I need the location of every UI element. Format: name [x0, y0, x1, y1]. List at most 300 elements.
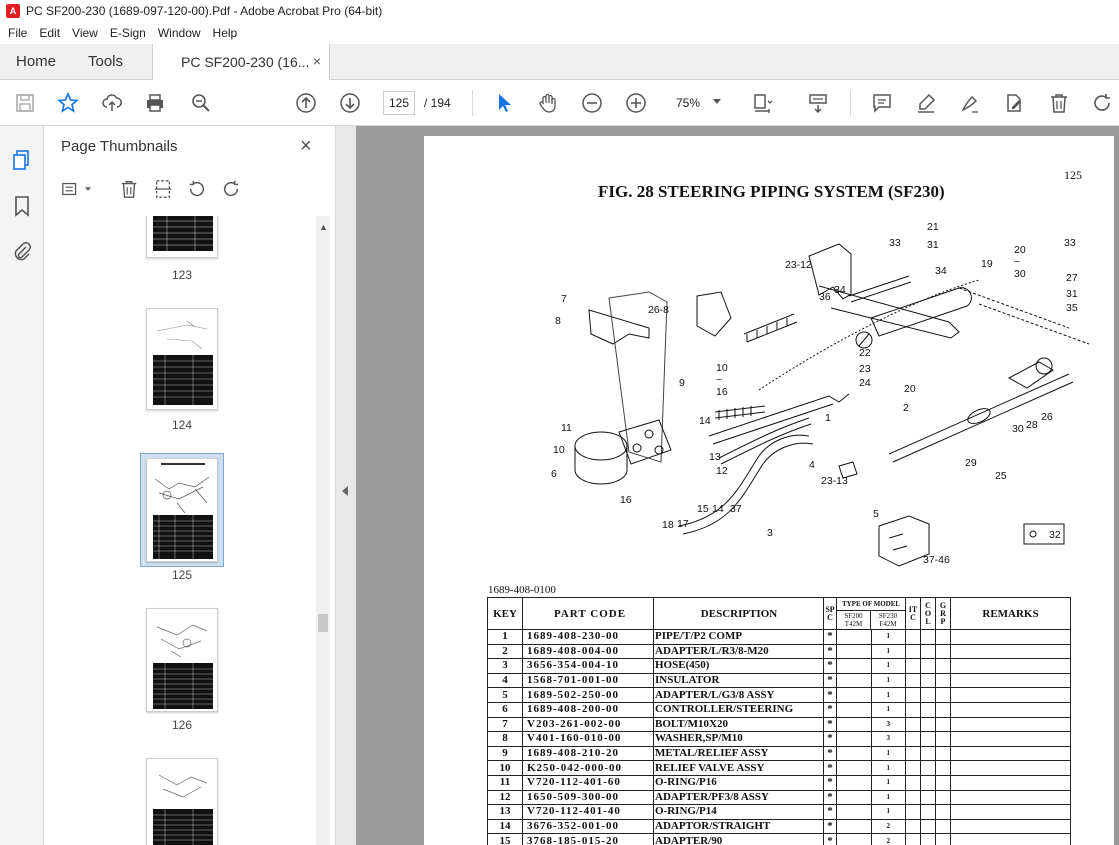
callout-label: 27: [1066, 272, 1078, 284]
row-model-b-qty: 1: [871, 644, 906, 659]
row-part-code: 1650-509-300-00: [523, 790, 654, 805]
tab-tools[interactable]: Tools: [88, 53, 124, 70]
row-grp: [936, 688, 951, 703]
row-remarks: [951, 702, 1071, 717]
callout-label: 19: [981, 258, 993, 270]
fit-page-icon[interactable]: [751, 91, 775, 115]
row-remarks: [951, 688, 1071, 703]
row-spc: *: [824, 717, 837, 732]
table-row: [488, 834, 1071, 845]
callout-label: 6: [551, 468, 557, 480]
page-thumbnails-icon[interactable]: [10, 148, 34, 172]
row-grp: [936, 732, 951, 747]
row-key: 5: [488, 688, 523, 703]
callout-label: 33: [1064, 237, 1076, 249]
row-spc: *: [824, 834, 837, 845]
callout-label: 10: [553, 444, 565, 456]
callout-label: 14: [699, 415, 711, 427]
table-row: [488, 630, 1071, 645]
row-part-code: 1689-408-200-00: [523, 702, 654, 717]
row-grp: [936, 644, 951, 659]
title-bar: [0, 0, 1119, 22]
callout-label: 11: [561, 422, 572, 434]
row-description: ADAPTER/PF3/8 ASSY: [654, 790, 824, 805]
callout-label: 20: [904, 383, 916, 395]
row-model-a-qty: [837, 746, 872, 761]
comment-icon[interactable]: [870, 91, 894, 115]
row-model-a-qty: [837, 819, 872, 834]
row-description: INSULATOR: [654, 673, 824, 688]
callout-label: 36: [819, 291, 831, 303]
table-row: [488, 732, 1071, 747]
row-remarks: [951, 732, 1071, 747]
callout-label: 28: [1026, 419, 1038, 431]
row-spc: *: [824, 673, 837, 688]
row-itc: [906, 746, 921, 761]
column-header-grp: GRP: [936, 598, 951, 630]
row-key: 15: [488, 834, 523, 845]
callout-label: 20: [1014, 244, 1026, 256]
row-col: [921, 819, 936, 834]
star-bookmark-icon[interactable]: [56, 91, 80, 115]
row-spc: *: [824, 659, 837, 674]
window-title: PC SF200-230 (1689-097-120-00).Pdf - Adobe Acrobat Pro (64-bit): [26, 4, 383, 18]
delete-trash-icon[interactable]: [1047, 91, 1071, 115]
zoom-level-select[interactable]: 75%: [676, 96, 701, 110]
row-itc: [906, 790, 921, 805]
row-col: [921, 775, 936, 790]
row-col: [921, 805, 936, 820]
row-key: 7: [488, 717, 523, 732]
row-key: 9: [488, 746, 523, 761]
highlight-pen-icon[interactable]: [914, 91, 938, 115]
row-description: BOLT/M10X20: [654, 717, 824, 732]
tab-close-button[interactable]: ×: [312, 53, 321, 69]
row-itc: [906, 688, 921, 703]
row-key: 14: [488, 819, 523, 834]
row-model-a-qty: [837, 761, 872, 776]
callout-label: 25: [995, 470, 1007, 482]
menu-window[interactable]: Window: [157, 26, 201, 40]
hand-tool-icon[interactable]: [536, 91, 560, 115]
figure-title: FIG. 28 STEERING PIPING SYSTEM (SF230): [598, 182, 945, 201]
attachment-paperclip-icon[interactable]: [10, 240, 34, 264]
row-model-b-qty: 2: [871, 834, 906, 845]
page-number-input[interactable]: 125: [383, 91, 415, 115]
row-part-code: 1689-408-004-00: [523, 644, 654, 659]
callout-label: 21: [927, 221, 939, 233]
row-itc: [906, 819, 921, 834]
callout-label: 10: [716, 362, 728, 374]
row-model-b-qty: 1: [871, 688, 906, 703]
row-remarks: [951, 834, 1071, 845]
callout-label: 12: [716, 465, 728, 477]
row-remarks: [951, 644, 1071, 659]
table-row: [488, 702, 1071, 717]
tab-home[interactable]: Home: [16, 53, 57, 70]
rotate-icon[interactable]: [1090, 91, 1114, 115]
model-a-name: SF200: [844, 612, 863, 620]
row-key: 2: [488, 644, 523, 659]
table-header-row: [488, 598, 1071, 630]
panel-title: Page Thumbnails: [61, 138, 178, 155]
print-icon[interactable]: [143, 91, 167, 115]
row-spc: *: [824, 746, 837, 761]
tab-document[interactable]: [152, 44, 330, 81]
row-col: [921, 746, 936, 761]
page-thumbnail[interactable]: [146, 308, 218, 410]
row-part-code: K250-042-000-00: [523, 761, 654, 776]
row-grp: [936, 819, 951, 834]
callout-label: ~: [716, 374, 723, 386]
scrollbar-thumb[interactable]: [318, 614, 328, 632]
column-header-col: COL: [921, 598, 936, 630]
callout-label: 9: [679, 377, 685, 389]
chevron-down-icon[interactable]: [82, 178, 94, 200]
row-grp: [936, 659, 951, 674]
row-model-b-qty: 1: [871, 659, 906, 674]
callout-label: 32: [1049, 529, 1061, 541]
select-cursor-icon[interactable]: [492, 91, 516, 115]
left-navigation-rail: [0, 126, 44, 845]
row-key: 13: [488, 805, 523, 820]
row-spc: *: [824, 775, 837, 790]
row-part-code: 1689-502-250-00: [523, 688, 654, 703]
callout-label: 23: [859, 363, 871, 375]
menu-edit[interactable]: Edit: [39, 26, 61, 40]
tab-document-label: PC SF200-230 (16...: [181, 54, 310, 70]
callout-label: 34: [935, 265, 947, 277]
callout-label: 34: [834, 284, 846, 296]
row-description: RELIEF VALVE ASSY: [654, 761, 824, 776]
row-description: O-RING/P14: [654, 805, 824, 820]
row-itc: [906, 659, 921, 674]
edit-pdf-icon[interactable]: [1002, 91, 1026, 115]
row-model-b-qty: 2: [871, 819, 906, 834]
row-key: 11: [488, 775, 523, 790]
row-part-code: 1689-408-230-00: [523, 630, 654, 645]
page-thumbnail-current[interactable]: [146, 458, 218, 562]
row-remarks: [951, 819, 1071, 834]
row-itc: [906, 673, 921, 688]
row-description: ADAPTER/L/R3/8-M20: [654, 644, 824, 659]
row-key: 12: [488, 790, 523, 805]
page-thumbnail[interactable]: [146, 608, 218, 712]
callout-label: 16: [716, 386, 728, 398]
options-menu-icon[interactable]: [60, 178, 82, 200]
row-col: [921, 834, 936, 845]
thumbnail-label: 125: [171, 568, 193, 582]
callout-label: 4: [809, 459, 815, 471]
table-row: [488, 688, 1071, 703]
row-col: [921, 688, 936, 703]
row-grp: [936, 746, 951, 761]
callout-label: 2: [903, 402, 909, 414]
callout-label: ~: [1014, 256, 1021, 268]
menu-help[interactable]: Help: [212, 26, 238, 40]
delete-page-icon[interactable]: [118, 178, 140, 200]
column-header-spc: SPC: [824, 598, 837, 630]
parts-table: [487, 597, 1071, 845]
row-description: PIPE/T/P2 COMP: [654, 630, 824, 645]
row-spc: *: [824, 761, 837, 776]
row-model-a-qty: [837, 732, 872, 747]
row-model-b-qty: 1: [871, 775, 906, 790]
toolbar: [0, 80, 1119, 126]
row-key: 1: [488, 630, 523, 645]
row-model-b-qty: 1: [871, 761, 906, 776]
callout-label: 31: [927, 239, 939, 251]
row-grp: [936, 834, 951, 845]
row-grp: [936, 702, 951, 717]
row-spc: *: [824, 805, 837, 820]
callout-label: 8: [555, 315, 561, 327]
scroll-mode-icon[interactable]: [806, 91, 830, 115]
save-icon[interactable]: [13, 91, 37, 115]
page-number: 125: [1064, 168, 1082, 182]
document-viewport[interactable]: [356, 126, 1119, 845]
table-row: [488, 659, 1071, 674]
row-description: O-RING/P16: [654, 775, 824, 790]
row-part-code: V203-261-002-00: [523, 717, 654, 732]
row-description: ADAPTER/L/G3/8 ASSY: [654, 688, 824, 703]
row-remarks: [951, 630, 1071, 645]
callout-label: 18: [662, 519, 674, 531]
row-remarks: [951, 673, 1071, 688]
next-page-icon[interactable]: [338, 91, 362, 115]
row-remarks: [951, 805, 1071, 820]
row-itc: [906, 775, 921, 790]
row-model-a-qty: [837, 659, 872, 674]
row-model-a-qty: [837, 834, 872, 845]
acrobat-logo-icon: A: [6, 4, 20, 18]
row-remarks: [951, 775, 1071, 790]
column-header-description: DESCRIPTION: [654, 598, 824, 630]
row-part-code: V720-112-401-40: [523, 805, 654, 820]
menu-file[interactable]: File: [8, 26, 28, 40]
table-row: [488, 644, 1071, 659]
row-part-code: 3656-354-004-10: [523, 659, 654, 674]
row-col: [921, 630, 936, 645]
callout-label: 1: [825, 412, 831, 424]
page-thumbnail[interactable]: [146, 216, 218, 258]
panel-collapse-handle[interactable]: [336, 126, 356, 845]
page-thumbnails-panel: [44, 126, 336, 845]
row-spc: *: [824, 732, 837, 747]
callout-label: 23-13: [821, 475, 848, 487]
page-thumbnail[interactable]: [146, 758, 218, 845]
row-description: WASHER,SP/M10: [654, 732, 824, 747]
callout-label: 7: [561, 293, 567, 305]
row-model-a-qty: [837, 673, 872, 688]
row-grp: [936, 775, 951, 790]
column-header-remarks: REMARKS: [951, 598, 1071, 630]
row-remarks: [951, 659, 1071, 674]
toolbar-divider: [472, 90, 473, 116]
row-model-a-qty: [837, 702, 872, 717]
callout-label: 16: [620, 494, 632, 506]
row-remarks: [951, 790, 1071, 805]
row-itc: [906, 834, 921, 845]
callout-label: 26-8: [648, 304, 670, 316]
row-description: ADAPTOR/STRAIGHT: [654, 819, 824, 834]
row-col: [921, 732, 936, 747]
row-col: [921, 717, 936, 732]
bookmark-icon[interactable]: [10, 194, 34, 218]
thumbnail-label: 126: [171, 718, 193, 732]
row-model-b-qty: 1: [871, 805, 906, 820]
rotate-counterclockwise-icon[interactable]: [186, 178, 208, 200]
row-itc: [906, 805, 921, 820]
model-b-code: F42M: [879, 620, 897, 628]
toolbar-divider: [850, 90, 851, 116]
chevron-up-icon[interactable]: ▲: [319, 222, 328, 232]
column-header-key: KEY: [488, 598, 523, 630]
row-model-b-qty: 3: [871, 717, 906, 732]
row-part-code: 1568-701-001-00: [523, 673, 654, 688]
model-a-code: T42M: [844, 620, 863, 628]
pdf-page: [424, 136, 1114, 845]
column-header-type-of-model: TYPE OF MODEL SF200 T42M SF230 F42M: [837, 598, 906, 630]
row-grp: [936, 790, 951, 805]
row-spc: *: [824, 688, 837, 703]
row-model-a-qty: [837, 775, 872, 790]
row-part-code: V720-112-401-60: [523, 775, 654, 790]
row-grp: [936, 761, 951, 776]
zoom-in-icon[interactable]: [624, 91, 648, 115]
table-row: [488, 790, 1071, 805]
zoom-search-icon[interactable]: [189, 91, 213, 115]
row-col: [921, 702, 936, 717]
previous-page-icon[interactable]: [294, 91, 318, 115]
row-spc: *: [824, 819, 837, 834]
row-key: 10: [488, 761, 523, 776]
row-itc: [906, 732, 921, 747]
table-row: [488, 673, 1071, 688]
row-model-b-qty: 3: [871, 732, 906, 747]
row-col: [921, 673, 936, 688]
column-header-itc: ITC: [906, 598, 921, 630]
callout-label: 35: [1066, 302, 1078, 314]
menu-view[interactable]: View: [72, 26, 98, 40]
row-remarks: [951, 746, 1071, 761]
callout-label: 31: [1066, 288, 1078, 300]
share-upload-icon[interactable]: [100, 91, 124, 115]
menu-esign[interactable]: E-Sign: [109, 26, 146, 40]
row-model-b-qty: 1: [871, 702, 906, 717]
row-spc: *: [824, 702, 837, 717]
row-grp: [936, 630, 951, 645]
callout-label: 26: [1041, 411, 1053, 423]
row-remarks: [951, 761, 1071, 776]
callout-label: 29: [965, 457, 977, 469]
callout-label: 15: [697, 503, 709, 515]
row-grp: [936, 805, 951, 820]
extract-page-icon[interactable]: [152, 178, 174, 200]
row-grp: [936, 717, 951, 732]
callout-label: 33: [889, 237, 901, 249]
row-description: CONTROLLER/STEERING: [654, 702, 824, 717]
callout-label: 37-46: [923, 554, 950, 566]
row-key: 4: [488, 673, 523, 688]
row-model-a-qty: [837, 644, 872, 659]
callout-label: 23-12: [785, 259, 812, 271]
table-row: [488, 775, 1071, 790]
row-remarks: [951, 717, 1071, 732]
zoom-out-icon[interactable]: [580, 91, 604, 115]
rotate-clockwise-icon[interactable]: [220, 178, 242, 200]
row-model-a-qty: [837, 805, 872, 820]
callout-label: 37: [730, 503, 742, 515]
row-model-a-qty: [837, 630, 872, 645]
row-col: [921, 761, 936, 776]
table-row: [488, 819, 1071, 834]
callout-label: 17: [677, 518, 689, 530]
table-row: [488, 761, 1071, 776]
model-b-name: SF230: [878, 612, 898, 620]
row-model-a-qty: [837, 688, 872, 703]
close-icon[interactable]: ×: [300, 135, 312, 157]
row-model-b-qty: 1: [871, 746, 906, 761]
row-itc: [906, 702, 921, 717]
callout-label: 24: [859, 377, 871, 389]
row-spc: *: [824, 644, 837, 659]
chevron-left-icon[interactable]: [342, 486, 348, 496]
row-spc: *: [824, 790, 837, 805]
table-row: [488, 805, 1071, 820]
row-part-code: 3676-352-001-00: [523, 819, 654, 834]
sign-icon[interactable]: [958, 91, 982, 115]
thumbnail-scrollbar[interactable]: [316, 216, 330, 845]
row-part-code: 1689-408-210-20: [523, 746, 654, 761]
callout-label: 30: [1012, 423, 1024, 435]
callout-label: 3: [767, 527, 773, 539]
row-model-b-qty: 1: [871, 673, 906, 688]
table-row: [488, 717, 1071, 732]
row-col: [921, 790, 936, 805]
row-model-b-qty: 1: [871, 790, 906, 805]
callout-label: 30: [1014, 268, 1026, 280]
row-part-code: V401-160-010-00: [523, 732, 654, 747]
callout-label: 13: [709, 451, 721, 463]
row-itc: [906, 630, 921, 645]
callout-label: 22: [859, 347, 871, 359]
column-header-part-code: PART CODE: [523, 598, 654, 630]
row-model-a-qty: [837, 790, 872, 805]
row-col: [921, 659, 936, 674]
menu-bar: [0, 22, 1119, 44]
page-total-label: / 194: [424, 96, 451, 110]
row-model-b-qty: 1: [871, 630, 906, 645]
tab-bar: [0, 44, 1119, 80]
callout-label: 14: [712, 503, 724, 515]
drawing-number: 1689-408-0100: [488, 584, 556, 596]
row-itc: [906, 717, 921, 732]
row-spc: *: [824, 630, 837, 645]
row-key: 6: [488, 702, 523, 717]
row-part-code: 3768-185-015-20: [523, 834, 654, 845]
row-key: 3: [488, 659, 523, 674]
row-grp: [936, 673, 951, 688]
thumbnail-list: [44, 216, 316, 845]
row-itc: [906, 761, 921, 776]
row-itc: [906, 644, 921, 659]
chevron-down-icon[interactable]: [713, 99, 721, 104]
thumbnail-label: 124: [171, 418, 193, 432]
table-row: [488, 746, 1071, 761]
row-description: ADAPTER/90: [654, 834, 824, 845]
row-model-a-qty: [837, 717, 872, 732]
